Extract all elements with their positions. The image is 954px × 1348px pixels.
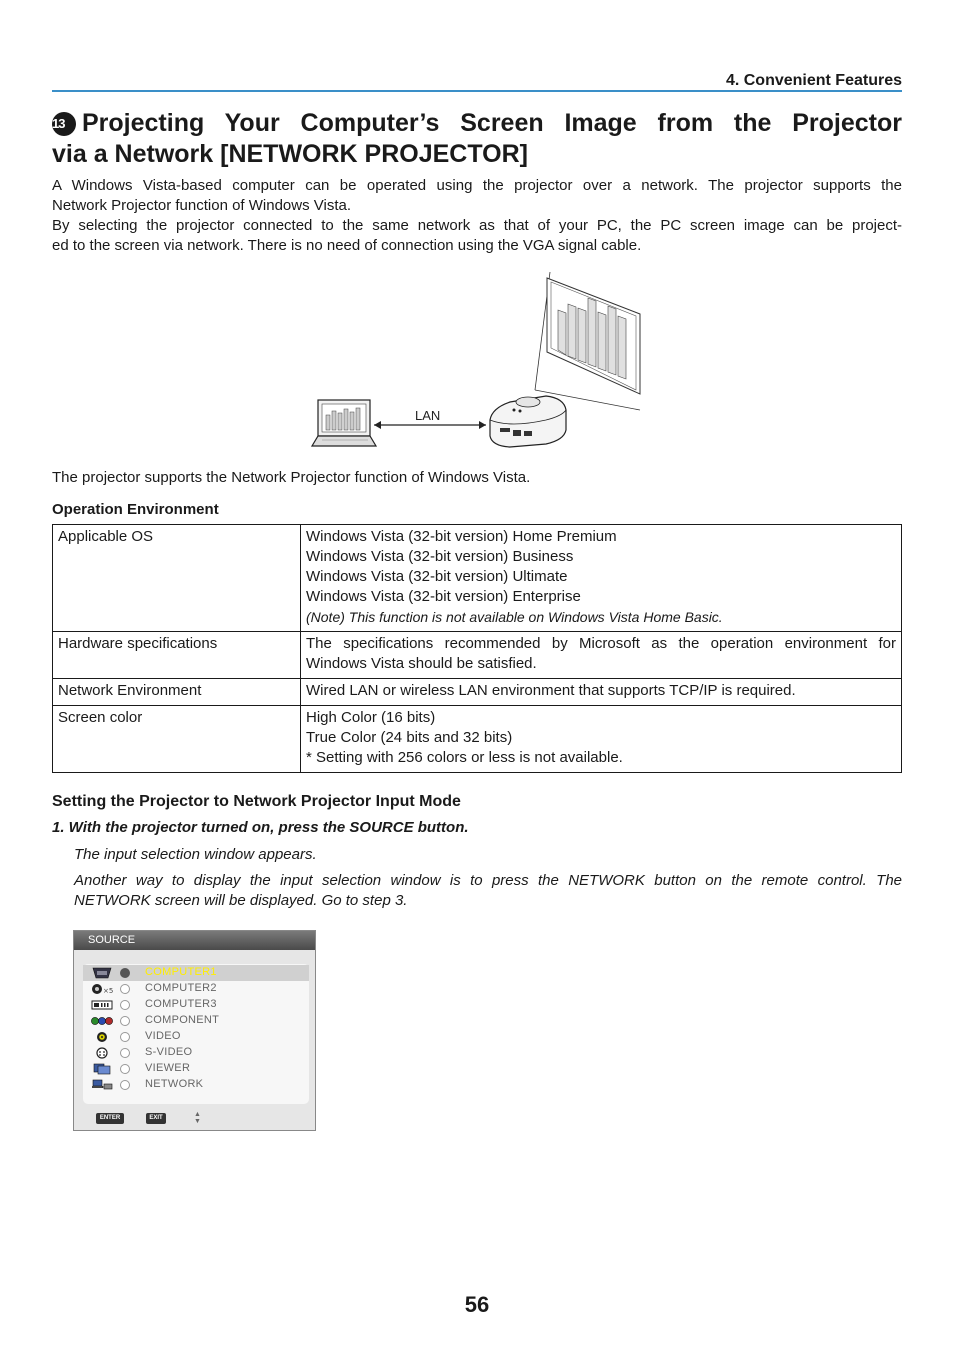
row-value: The specifications recommended by Microsoft as the operation environment for Windows Vista should be satisfied. (301, 632, 902, 679)
viewer-icon (91, 1063, 113, 1075)
row-key: Applicable OS (53, 525, 301, 632)
intro-paragraph-2: By selecting the projector connected to the same network as that of your PC, the PC screen image can be project- ed to the screen via network. There is no need of connection using the VGA signal cable. (52, 217, 902, 254)
rgb-component-icon (91, 1015, 113, 1027)
row-key: Network Environment (53, 679, 301, 706)
network-icon (91, 1079, 113, 1091)
bnc-connector-icon (91, 999, 113, 1011)
radio-indicator (120, 1032, 130, 1042)
source-item-viewer[interactable]: VIEWER (83, 1061, 309, 1077)
row-value: Windows Vista (32-bit version) Home Premium Windows Vista (32-bit version) Business Windows Vista (32-bit version) Ultimate Windows Vista (32-bit version) Enterprise (Note) This function is not available on Windows Vista Home Basic. (301, 525, 902, 632)
title-line-1: 13 Projecting Your Computer’s Screen Image from the Projector (52, 109, 902, 137)
network-illustration (310, 270, 650, 460)
source-list (83, 964, 309, 1104)
radio-indicator (120, 1064, 130, 1074)
header-rule (52, 90, 902, 92)
radio-indicator (120, 1080, 130, 1090)
row-value: Wired LAN or wireless LAN environment that supports TCP/IP is required. (301, 679, 902, 706)
source-item-computer2[interactable]: ×5 COMPUTER2 (83, 981, 309, 997)
vga-connector-icon (91, 967, 113, 979)
table-row (53, 632, 902, 679)
section-label: 4. Convenient Features (725, 72, 902, 89)
source-item-component[interactable]: COMPONENT (83, 1013, 309, 1029)
step-1: 1. With the projector turned on, press the SOURCE button. (52, 819, 469, 836)
lan-label: LAN (415, 408, 441, 423)
step-1-alternative: Another way to display the input selection window is to press the NETWORK button on the remote control. The NETWORK screen will be displayed. Go to step 3. (74, 872, 902, 909)
table-row (53, 525, 902, 632)
support-note: The projector supports the Network Projector function of Windows Vista. (52, 469, 531, 486)
table-row (53, 679, 902, 706)
source-item-computer1[interactable]: COMPUTER1 (83, 965, 309, 981)
source-selection-window (73, 930, 316, 1131)
up-down-arrow-icon: ▲ ▼ (194, 1111, 201, 1125)
circled-number-icon: 13 (52, 112, 76, 136)
exit-key-icon: EXIT (146, 1113, 166, 1124)
projector-icon (490, 396, 566, 447)
projection-screen (535, 272, 640, 410)
source-item-s-video[interactable]: S-VIDEO (83, 1045, 309, 1061)
page-number: 56 (464, 1292, 490, 1317)
source-item-computer3[interactable]: COMPUTER3 (83, 997, 309, 1013)
radio-indicator (120, 1000, 130, 1010)
enter-key-icon: ENTER (96, 1113, 124, 1124)
operation-environment-heading: Operation Environment (52, 501, 219, 518)
radio-indicator (120, 1016, 130, 1026)
step-1-result: The input selection window appears. (74, 846, 317, 863)
source-item-network[interactable]: NETWORK (83, 1077, 309, 1093)
source-item-video[interactable]: VIDEO (83, 1029, 309, 1045)
s-video-jack-icon (91, 1047, 113, 1059)
title-line-2: via a Network [NETWORK PROJECTOR] (52, 140, 529, 168)
os-note: (Note) This function is not available on Windows Vista Home Basic. (306, 609, 723, 625)
row-value: High Color (16 bits) True Color (24 bits and 32 bits) * Setting with 256 colors or less is not available. (301, 706, 902, 773)
svg-text:×5: ×5 (103, 987, 113, 995)
setup-heading: Setting the Projector to Network Projector Input Mode (52, 793, 461, 810)
table-row (53, 706, 902, 773)
source-window-footer (74, 1108, 315, 1130)
dvi-connector-icon (91, 983, 113, 995)
radio-indicator (120, 984, 130, 994)
radio-indicator (120, 968, 130, 978)
laptop-icon (312, 400, 376, 446)
intro-paragraph-1: A Windows Vista-based computer can be operated using the projector over a network. The projector supports the Network Projector function of Windows Vista. (52, 177, 902, 214)
row-key: Hardware specifications (53, 632, 301, 679)
row-key: Screen color (53, 706, 301, 773)
video-jack-icon (91, 1031, 113, 1043)
source-window-title: SOURCE (74, 931, 315, 950)
page-title (52, 108, 902, 170)
operation-environment-table (52, 524, 902, 773)
radio-indicator (120, 1048, 130, 1058)
